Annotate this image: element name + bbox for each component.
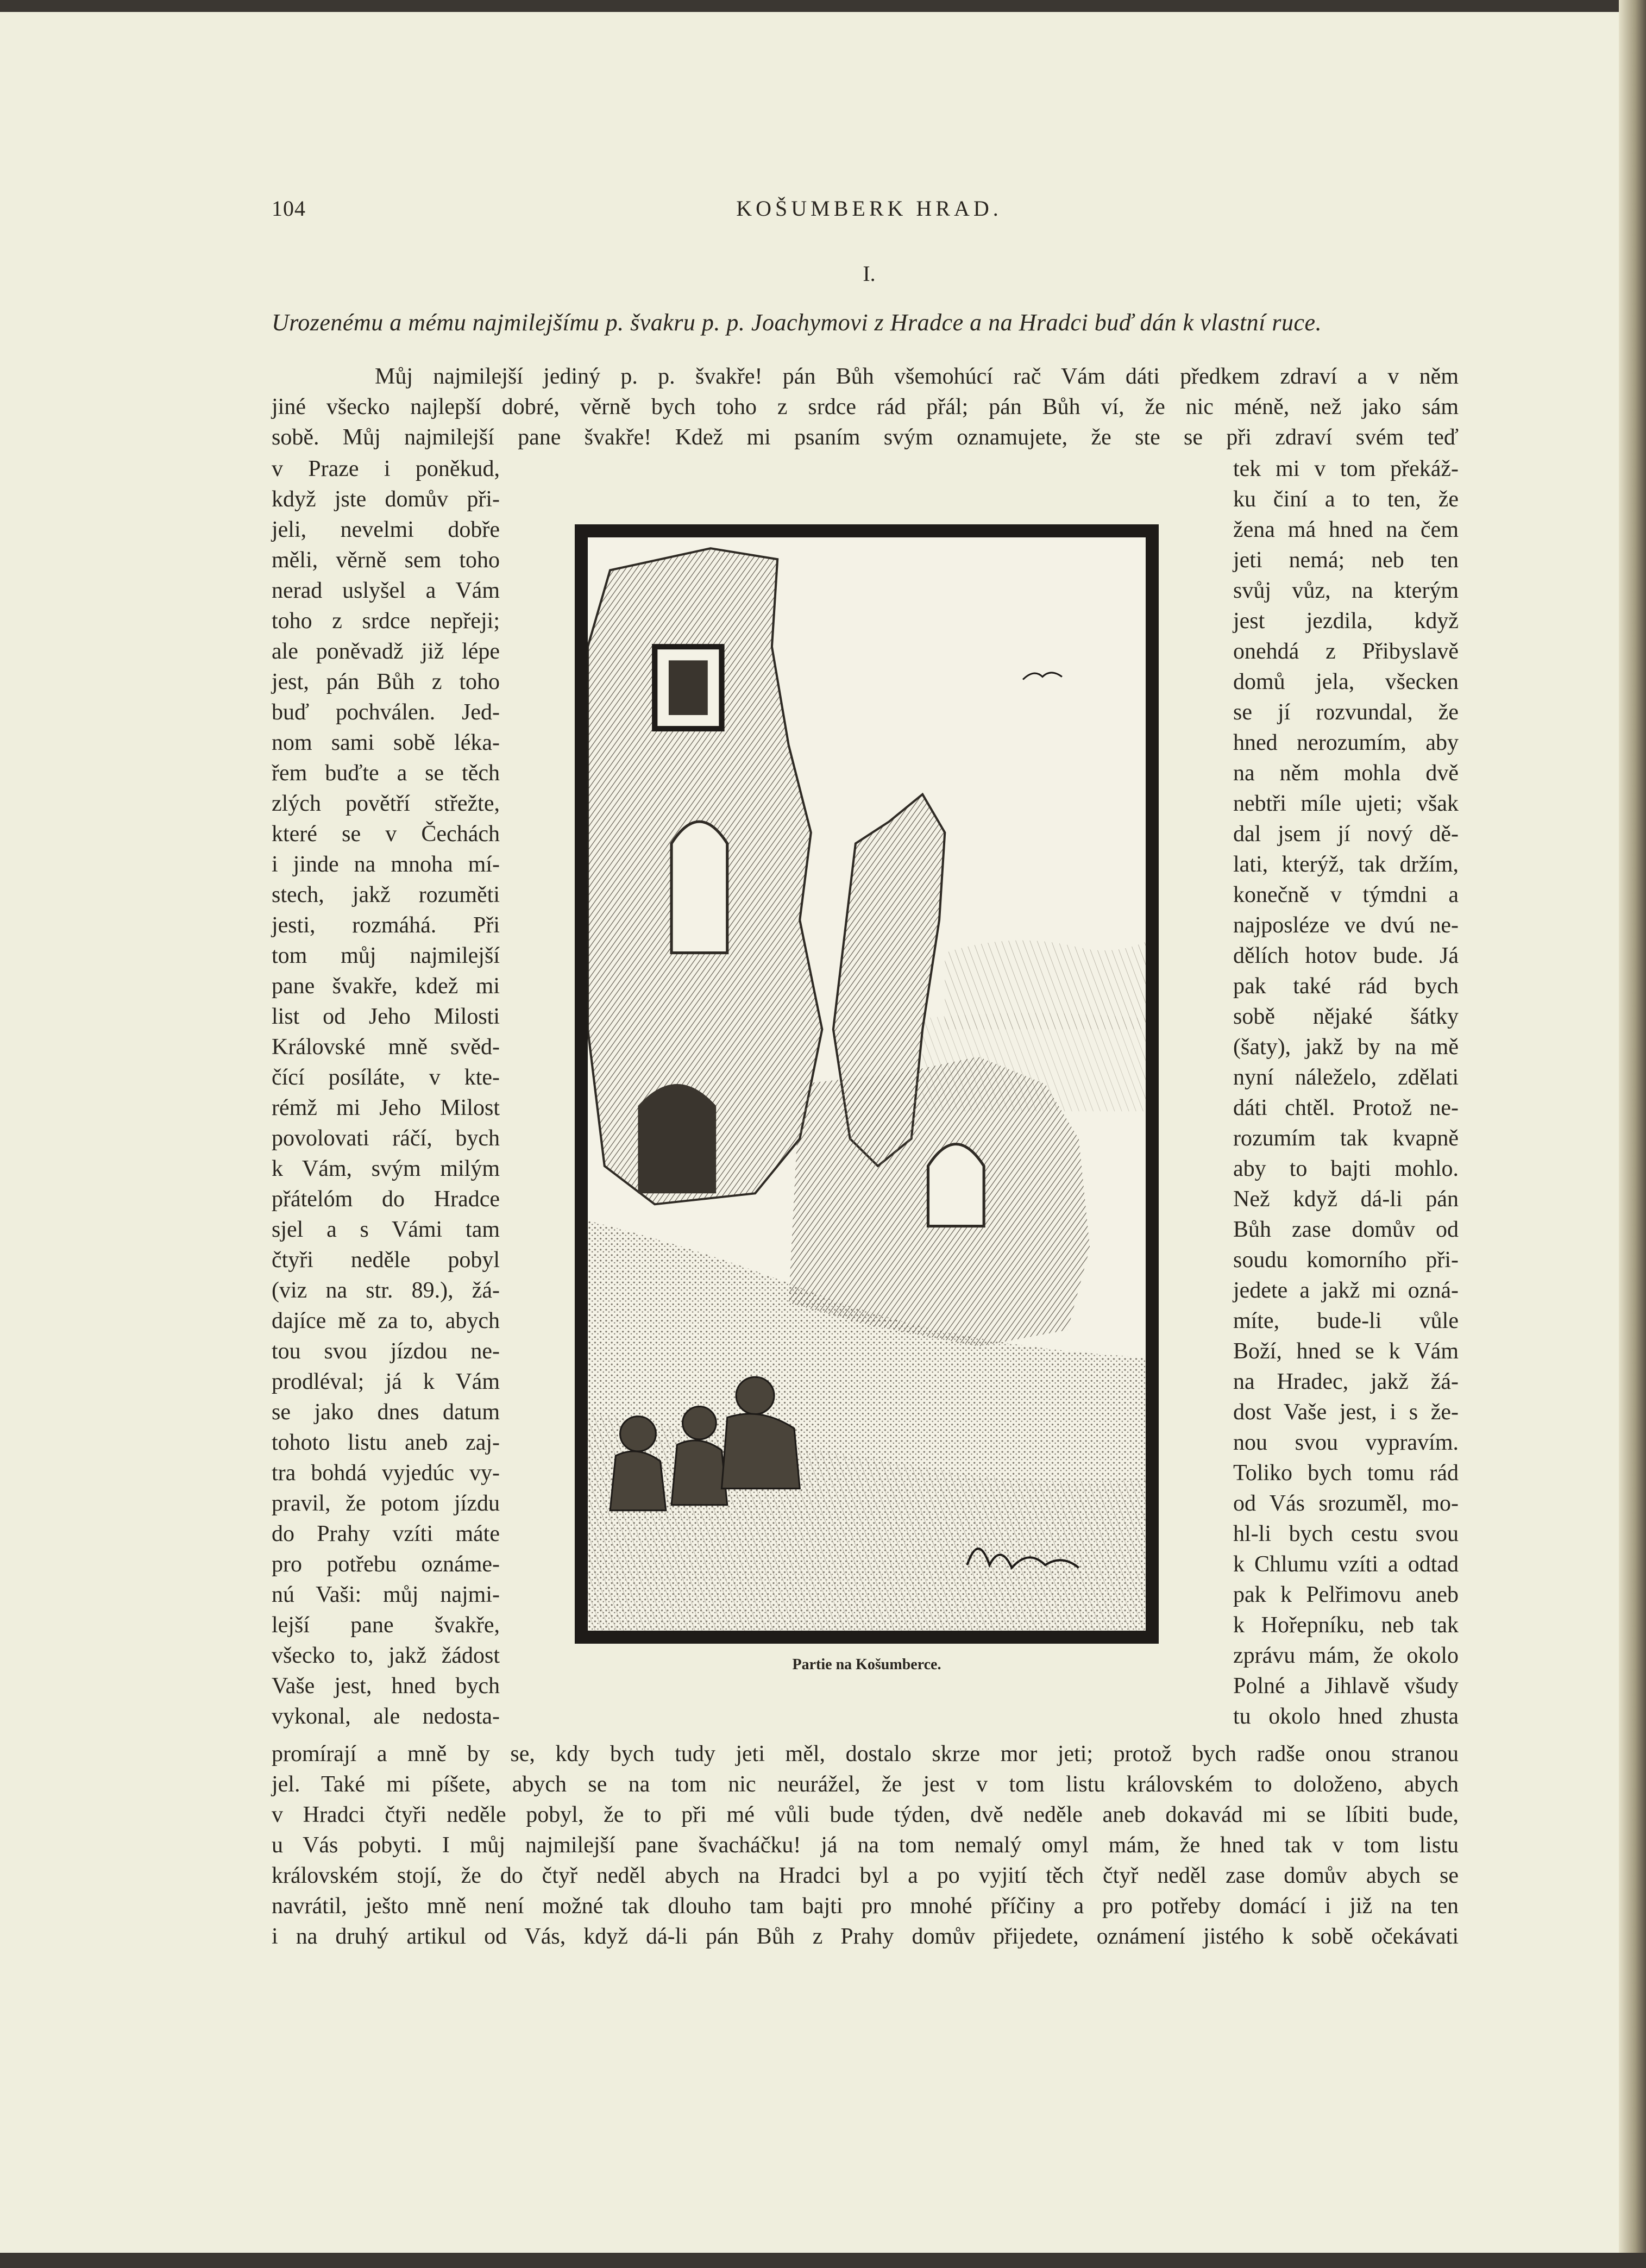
text-line: jel. Také mi píšete, abych se na tom nic neurážel, že jest v tom listu královském to doloženo, abych	[272, 1772, 1459, 1797]
text-line: list od Jeho Milosti	[272, 1004, 500, 1029]
text-line: tohoto listu aneb zaj-	[272, 1430, 500, 1455]
text-line: jeli, nevelmi dobře	[272, 517, 500, 542]
illustration-frame	[575, 524, 1159, 1644]
text-line: u Vás pobyti. I můj najmilejší pane švacháčku! já na tom nemalý omyl mám, že hned tak v tom listu	[272, 1833, 1459, 1858]
text-line: Polné a Jihlavě všudy	[1233, 1674, 1459, 1699]
text-line: (viz na str. 89.), žá-	[272, 1278, 500, 1303]
text-line: promírají a mně by se, kdy bych tudy jeti měl, dostalo skrze mor jeti; protož bych radše onou stranou	[272, 1741, 1459, 1766]
running-title: KOŠUMBERK HRAD.	[736, 196, 1002, 221]
text-line: nou svou vypravím.	[1233, 1430, 1459, 1455]
text-line: navrátil, ješto mně není možné tak dlouho tam bajti pro mnohé příčiny a pro potřeby domácí i již na ten	[272, 1894, 1459, 1919]
text-line: od Vás srozuměl, mo-	[1233, 1491, 1459, 1516]
text-line: ku činí a to ten, že	[1233, 487, 1459, 512]
text-line: nyní náleželo, zdělati	[1233, 1065, 1459, 1090]
text-line: nú Vaši: můj najmi-	[272, 1582, 500, 1607]
text-line: tek mi v tom překáž-	[1233, 456, 1459, 481]
text-line: dal jsem jí nový dě-	[1233, 822, 1459, 847]
text-line: na něm mohla dvě	[1233, 761, 1459, 786]
text-line: nebtři míle ujeti; však	[1233, 791, 1459, 816]
text-line: vykonal, ale nedosta-	[272, 1704, 500, 1729]
ruin-engraving-graphic	[588, 537, 1146, 1631]
text-line: Toliko bych tomu rád	[1233, 1461, 1459, 1486]
page-edge-top	[0, 0, 1646, 12]
text-line: míte, bude-li vůle	[1233, 1308, 1459, 1333]
text-line: hned nerozumím, aby	[1233, 730, 1459, 755]
text-line: (šaty), jakž by na mě	[1233, 1035, 1459, 1060]
text-line: jeti nemá; neb ten	[1233, 548, 1459, 573]
text-line: hl-li bych cestu svou	[1233, 1521, 1459, 1546]
text-line: čtyři neděle pobyl	[272, 1248, 500, 1273]
text-line: tom můj najmilejší	[272, 943, 500, 968]
text-line: k Chlumu vzíti a odtad	[1233, 1552, 1459, 1577]
text-line: i na druhý artikul od Vás, když dá-li pán Bůh z Prahy domův přijedete, oznámení jistého k sobě očekávati	[272, 1924, 1459, 1949]
text-line: Vaše jest, hned bych	[272, 1674, 500, 1699]
text-line: na Hradec, jakž žá-	[1233, 1369, 1459, 1394]
section-numeral: I.	[863, 261, 876, 286]
text-line: jedete a jakž mi ozná-	[1233, 1278, 1459, 1303]
text-line: řem buďte a se těch	[272, 761, 500, 786]
text-line: žena má hned na čem	[1233, 517, 1459, 542]
text-line: tu okolo hned zhusta	[1233, 1704, 1459, 1729]
text-line: ale poněvadž již lépe	[272, 639, 500, 664]
text-line: měli, věrně sem toho	[272, 548, 500, 573]
text-line: královském stojí, že do čtyř neděl abych na Hradci byl a po vyjití těch čtyř neděl zase domův abych se	[272, 1863, 1459, 1888]
text-line: zlých povětří střežte,	[272, 791, 500, 816]
text-line: rozumím tak kvapně	[1233, 1126, 1459, 1151]
text-line: toho z srdce nepřeji;	[272, 609, 500, 634]
text-line: Královské mně svěd-	[272, 1035, 500, 1060]
text-line: pak k Pelřimovu aneb	[1233, 1582, 1459, 1607]
page-edge-bottom	[0, 2253, 1646, 2268]
text-line: jest, pán Bůh z toho	[272, 669, 500, 694]
text-line: k Vám, svým milým	[272, 1156, 500, 1181]
text-line: dajíce mě za to, abych	[272, 1308, 500, 1333]
text-line: i jinde na mnoha mí-	[272, 852, 500, 877]
text-line: stech, jakž rozuměti	[272, 882, 500, 907]
text-line: dělích hotov bude. Já	[1233, 943, 1459, 968]
text-line: lejší pane švakře,	[272, 1613, 500, 1638]
text-line: nom sami sobě léka-	[272, 730, 500, 755]
text-line: k Hořepníku, neb tak	[1233, 1613, 1459, 1638]
text-line: když jste domův při-	[272, 487, 500, 512]
text-line: dost Vaše jest, i s že-	[1233, 1400, 1459, 1425]
text-line: jest jezdila, když	[1233, 609, 1459, 634]
text-line: které se v Čechách	[272, 822, 500, 847]
text-line: se jí rozvundal, že	[1233, 700, 1459, 725]
text-line: pro potřebu oznáme-	[272, 1552, 500, 1577]
text-line: jesti, rozmáhá. Při	[272, 913, 500, 938]
text-line: pak také rád bych	[1233, 974, 1459, 999]
figure-caption: Partie na Košumberce.	[792, 1656, 941, 1673]
text-line: Můj najmilejší jediný p. p. švakře! pán Bůh všemohúcí rač Vám dáti předkem zdraví a v něm	[375, 364, 1459, 389]
text-line: tra bohdá vyjedúc vy-	[272, 1461, 500, 1486]
text-line: čící posíláte, v kte-	[272, 1065, 500, 1090]
text-line: v Praze i poněkud,	[272, 456, 500, 481]
text-line: pravil, že potom jízdu	[272, 1491, 500, 1516]
text-line: všecko to, jakž žádost	[272, 1643, 500, 1668]
text-line: svůj vůz, na kterým	[1233, 578, 1459, 603]
text-line: nerad uslyšel a Vám	[272, 578, 500, 603]
text-line: prodléval; já k Vám	[272, 1369, 500, 1394]
text-line: buď pochválen. Jed-	[272, 700, 500, 725]
text-line: konečně v týmdni a	[1233, 882, 1459, 907]
text-line: sobě. Můj najmilejší pane švakře! Kdež mi psaním svým oznamujete, že ste se při zdraví svém teď	[272, 425, 1459, 450]
text-line: aby to bajti mohlo.	[1233, 1156, 1459, 1181]
text-line: domů jela, všecken	[1233, 669, 1459, 694]
text-line: povolovati ráčí, bych	[272, 1126, 500, 1151]
text-line: lati, kterýž, tak držím,	[1233, 852, 1459, 877]
text-line: rémž mi Jeho Milost	[272, 1095, 500, 1120]
text-line: Boží, hned se k Vám	[1233, 1339, 1459, 1364]
text-line: soudu komorního při-	[1233, 1248, 1459, 1273]
text-line: sobě nějaké šátky	[1233, 1004, 1459, 1029]
page-number: 104	[272, 196, 306, 221]
text-line: jiné všecko najlepší dobré, věrně bych toho z srdce rád přál; pán Bůh ví, že nic méně, než jako sám	[272, 394, 1459, 419]
running-head	[272, 196, 1467, 228]
text-line: najposléze ve dvú ne-	[1233, 913, 1459, 938]
text-line: přátelóm do Hradce	[272, 1187, 500, 1212]
text-line: v Hradci čtyři neděle pobyl, že to při mé vůli bude týden, dvě neděle aneb dokavád mi se líbiti bude,	[272, 1802, 1459, 1827]
text-line: se jako dnes datum	[272, 1400, 500, 1425]
text-line: pane švakře, kdež mi	[272, 974, 500, 999]
letter-address: Urozenému a mému najmilejšímu p. švakru p. p. Joachymovi z Hradce a na Hradci buď dán k vlastní ruce.	[272, 309, 1322, 336]
castle-ruin-illustration	[588, 537, 1146, 1631]
text-line: Než když dá-li pán	[1233, 1187, 1459, 1212]
text-line: do Prahy vzíti máte	[272, 1521, 500, 1546]
page-gutter-shadow	[1619, 0, 1646, 2268]
text-line: zprávu mám, že okolo	[1233, 1643, 1459, 1668]
text-line: tou svou jízdou ne-	[272, 1339, 500, 1364]
text-line: Bůh zase domův od	[1233, 1217, 1459, 1242]
text-line: onehdá z Přibyslavě	[1233, 639, 1459, 664]
text-line: dáti chtěl. Protož ne-	[1233, 1095, 1459, 1120]
text-line: sjel a s Vámi tam	[272, 1217, 500, 1242]
